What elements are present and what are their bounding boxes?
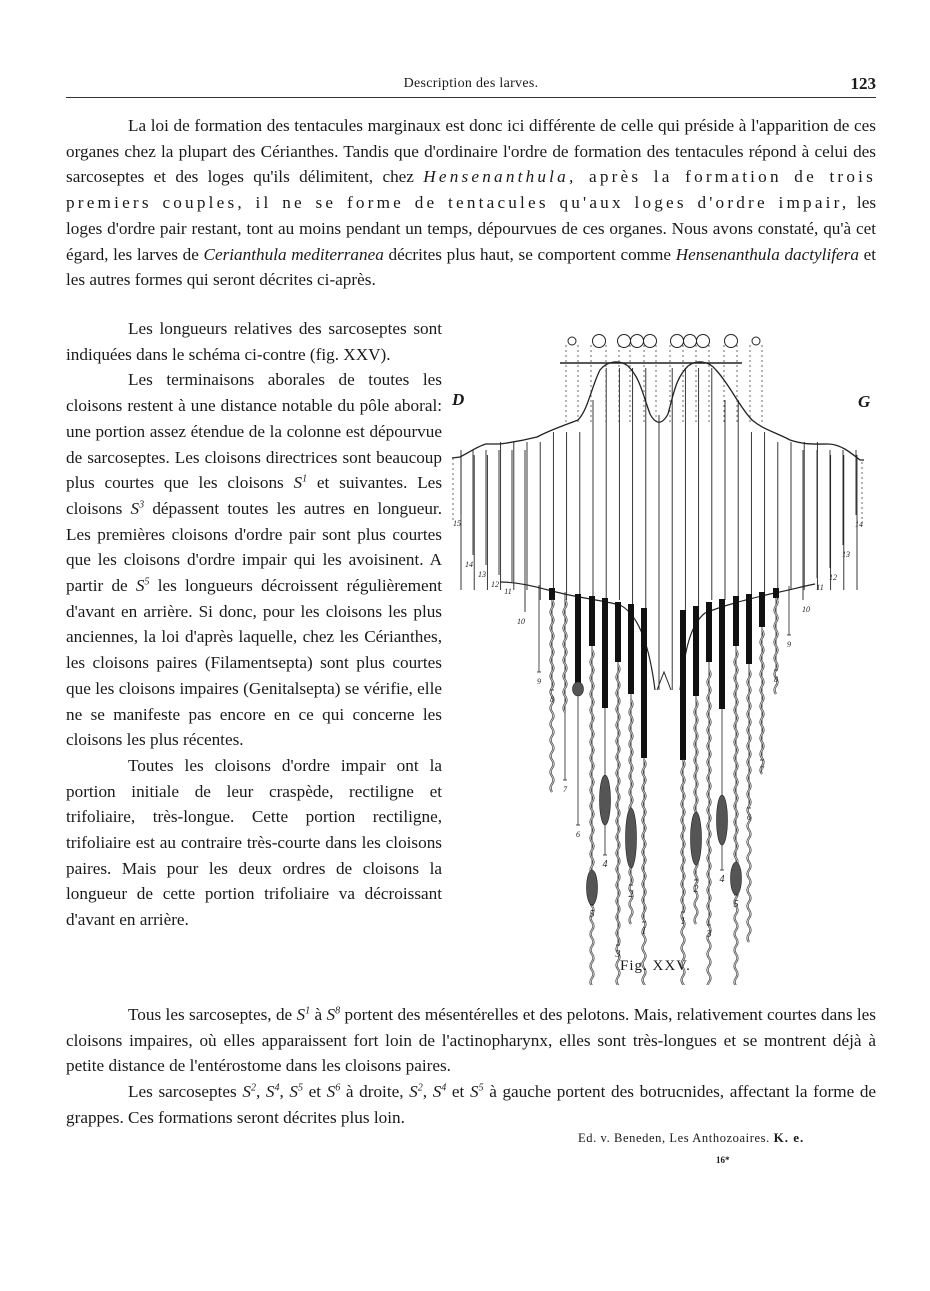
svg-text:12: 12 [491,580,499,589]
paragraph-2: Les longueurs relatives des sarcoseptes sont indiquées dans le schéma ci-contre (fig. XXV). [66,319,442,364]
figure-caption: Fig. XXV. [620,958,691,974]
p3-text-d: les longueurs décroissent régulièrement d'avant en arrière. Si donc, pour les cloisons les plus anciennes, la loi d'après laquelle, chez les Cérianthes, les cloisons paires (Filamentsepta) sont plus courtes que les cloisons impaires (Genitalsepta) se vérifie, elle ne se manifeste pas encore en ce qui concerne les cloisons les plus récentes. [66,576,442,750]
svg-text:7: 7 [563,785,567,794]
p1-text-a: La loi de formation des tentacules marginaux est donc ici différente de celle qui préside à l'apparition de ces organes chez la plupart des Cérianthes. Tandis que d'ordinaire l'ordre de formation des tentacules répond à celui des sarcoseptes et des loges qu'ils délimitent, chez [66,116,876,187]
species-name-1: Cerianthula mediterranea [203,244,384,264]
p5-text-a: Tous les sarcoseptes, de [128,1005,297,1024]
septum-symbol: S [130,498,140,518]
paragraph-1 [66,113,876,293]
separator: , [279,1082,290,1102]
svg-text:13: 13 [842,550,850,559]
septum-index: 5 [478,1082,484,1094]
printer-signature: 16* [716,1155,730,1165]
p6-text-a: Les sarcoseptes [128,1082,243,1102]
lower-text [66,1002,876,1131]
separator: et [446,1082,470,1102]
p1-text-b: les loges d'ordre pair restant, tont au moins pendant un temps, dépourvues de ces organes. Nous avons constaté, qu'à cet égard, les larves de [66,193,877,264]
figure-label-dorsal: D [452,390,465,409]
p3-text-c: dépassent toutes les autres en longueur. Les premières cloisons d'ordre pair sont plus courtes que les cloisons d'ordre impair qui les avoisinent. A partir de [66,498,442,596]
septum-index: 4 [441,1082,447,1094]
left-column [66,316,442,933]
separator: , [422,1082,433,1102]
svg-text:11: 11 [816,583,824,592]
svg-text:1: 1 [641,926,647,937]
septum-index: 2 [417,1082,423,1094]
septum-index: 4 [274,1082,280,1094]
p3-text-b: et suivantes. Les cloisons [66,473,443,518]
svg-text:7: 7 [760,765,764,774]
svg-text:8: 8 [550,695,554,704]
svg-text:3: 3 [706,929,712,940]
septum-symbol: S [293,473,303,493]
running-head [66,74,876,96]
p1-text-d: et les autres formes qui seront décrites ci-après. [66,244,876,290]
septum-index: 2 [250,1082,256,1094]
svg-text:9: 9 [787,640,791,649]
svg-text:6: 6 [747,813,751,822]
svg-text:12: 12 [829,573,837,582]
running-title: Description des larves. [403,76,539,91]
paragraph-6 [66,1079,876,1130]
svg-text:15: 15 [453,519,461,528]
genus-name: Hensenanthula, [423,167,577,187]
p5-text-c: portent des mésentérelles et des pelotons. Mais, relativement courtes dans les cloisons impaires, où elles apparaissent fort loin de l'actinopharynx, elles sont très-longues et se montrent déjà à petite distance de l'entérostome dans les cloisons paires. [66,1005,876,1076]
svg-text:10: 10 [802,605,810,614]
citation [578,1130,804,1146]
svg-text:14: 14 [855,520,863,529]
p3-text-a: Les terminaisons aborales de toutes les cloisons restent à une distance notable du pôle aboral: une portion assez étendue de la colonne est dépourvue de sarcoseptes. Les cloisons directrices sont beaucoup plus courtes que les cloisons [66,370,442,493]
svg-text:2: 2 [628,889,634,900]
septum-index: 3 [139,499,145,511]
septum-symbol: S [326,1082,336,1102]
separator: , [255,1082,266,1102]
septum-index: 6 [335,1082,341,1094]
svg-text:2: 2 [693,884,699,895]
svg-text:11: 11 [504,587,512,596]
svg-text:14: 14 [465,560,473,569]
svg-text:3: 3 [615,949,621,960]
septa-schema-figure [448,325,888,985]
svg-text:13: 13 [478,570,486,579]
citation-text: Ed. v. Beneden, Les Anthozoaires. [578,1131,770,1145]
septum-index: 5 [144,576,150,588]
septum-symbol: S [135,576,145,596]
svg-text:4: 4 [719,874,725,885]
p6-text-c: à gauche portent des botrucnides, affectant la forme de grappes. Ces formations seront décrites plus loin. [66,1082,877,1127]
separator: et [303,1082,327,1102]
svg-text:5: 5 [733,899,739,910]
septum-symbol: S [289,1082,298,1102]
paragraph-4: Toutes les cloisons d'ordre impair ont la portion initiale de leur craspède, rectiligne et trifoliaire, très-longue. Cette portion rectiligne, trifoliaire est au contraire très-courte dans les cloisons paires. Mais pour les deux ordres de cloisons la longueur de cette portion trifoliaire va décroissant d'avant en arrière. [66,755,442,930]
septum-index: 1 [305,1005,311,1017]
septum-symbol: S [326,1005,336,1024]
septum-symbol: S [296,1005,306,1024]
septum-symbol: S [432,1082,442,1102]
paragraph-3 [66,367,442,753]
septum-index: 5 [298,1082,303,1094]
p5-text-b: à [310,1005,327,1024]
svg-text:1: 1 [680,916,686,927]
p6-text-b: à droite, [340,1082,410,1102]
septum-index: 8 [335,1005,341,1017]
septum-index: 1 [302,473,308,485]
species-name-2: Hensenanthula dactylifera [675,244,859,264]
header-rule [66,97,876,98]
page-number: 123 [850,74,876,93]
p1-spaced-text: après la formation de trois premiers couples, il ne se forme de tentacules qu'aux loges d'ordre impair, [66,167,877,213]
paragraph-5 [66,1002,876,1079]
figure-label-gauche: G [858,392,871,411]
septum-symbol: S [469,1082,479,1102]
septum-symbol: S [409,1082,418,1102]
svg-text:10: 10 [517,617,525,626]
septum-symbol: S [242,1082,251,1102]
citation-mark: K. e. [773,1130,805,1145]
svg-text:5: 5 [589,909,595,920]
septum-symbol: S [265,1082,275,1102]
svg-text:6: 6 [576,830,580,839]
p1-text-c: décrites plus haut, se comportent comme [383,244,676,264]
svg-text:8: 8 [774,675,778,684]
svg-text:9: 9 [537,677,541,686]
svg-text:4: 4 [602,859,608,870]
